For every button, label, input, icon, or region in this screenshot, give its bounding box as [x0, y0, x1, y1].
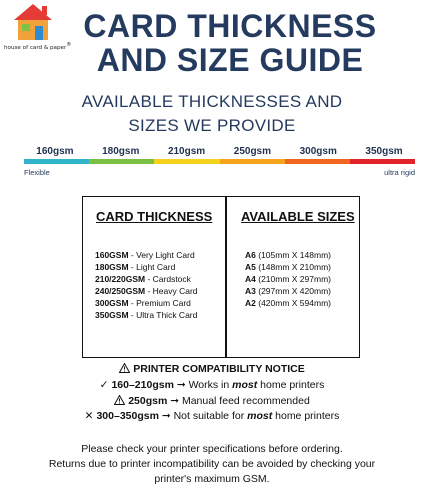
size-row: A4 (210mm X 297mm) — [245, 274, 331, 285]
warning-icon — [119, 363, 130, 373]
subtitle-line2: SIZES WE PROVIDE — [128, 116, 296, 135]
gsm-segment — [350, 159, 415, 164]
gsm-label: 250gsm — [233, 146, 272, 157]
warning-icon — [114, 395, 125, 405]
size-row: A5 (148mm X 210mm) — [245, 262, 331, 273]
registered-mark: ® — [66, 42, 72, 48]
house-logo-icon — [10, 2, 56, 44]
notice-line-not-suitable: ✕ 300–350gsm ➞ Not suitable for most home printers — [84, 410, 340, 422]
thickness-row: 160GSM - Very Light Card — [95, 250, 195, 260]
notice-line-manual-feed: 250gsm ➞ Manual feed recommended — [0, 395, 424, 407]
thickness-row: 240/250GSM - Heavy Card — [95, 286, 198, 297]
brand-logo — [4, 2, 78, 56]
gsm-segment — [24, 159, 89, 164]
thickness-row: 300GSM - Premium Card — [95, 298, 191, 309]
thickness-column-header: CARD THICKNESS — [96, 209, 213, 224]
check-icon: ✓ — [99, 379, 109, 391]
thickness-row: 210/220GSM - Cardstock — [95, 274, 191, 285]
gsm-label: 210gsm — [167, 146, 206, 157]
thickness-row: 180GSM - Light Card — [95, 262, 176, 273]
subtitle-line1: AVAILABLE THICKNESSES AND — [81, 92, 343, 111]
gsm-color-bar — [24, 159, 415, 164]
footer-line2: Returns due to printer incompatibility can be avoided by checking your — [48, 458, 376, 470]
scale-right-label: ultra rigid — [384, 168, 415, 177]
spec-table — [82, 196, 360, 358]
size-row: A6 (105mm X 148mm) — [245, 250, 331, 260]
gsm-segment — [220, 159, 285, 164]
table-divider — [225, 197, 227, 357]
thickness-list — [95, 249, 223, 322]
size-row: A3 (297mm X 420mm) — [245, 286, 331, 297]
gsm-segment — [89, 159, 154, 164]
size-row: A2 (420mm X 594mm) — [245, 298, 331, 309]
printer-notice-title: PRINTER COMPATIBILITY NOTICE — [0, 363, 424, 375]
page-title-line2: AND SIZE GUIDE — [96, 42, 364, 78]
footer-line1: Please check your printer specifications before ordering. — [81, 443, 343, 455]
gsm-label: 350gsm — [365, 146, 403, 157]
brand-name: house of card & paper — [4, 44, 67, 51]
gsm-scale-labels — [22, 146, 417, 160]
gsm-label: 180gsm — [102, 146, 140, 157]
thickness-row: 350GSM - Ultra Thick Card — [95, 310, 198, 321]
gsm-segment — [154, 159, 219, 164]
scale-left-label: Flexible — [24, 168, 50, 177]
cross-icon: ✕ — [84, 410, 94, 422]
sizes-list — [245, 249, 357, 309]
gsm-label: 160gsm — [36, 146, 74, 157]
sizes-column-header: AVAILABLE SIZES — [241, 209, 355, 224]
notice-line-compatible: ✓ 160–210gsm ➞ Works in most home printers — [99, 379, 325, 391]
gsm-segment — [285, 159, 350, 164]
footer-line3: printer's maximum GSM. — [154, 473, 270, 485]
gsm-label: 300gsm — [299, 146, 337, 157]
page-title-line1: CARD THICKNESS — [83, 8, 377, 44]
